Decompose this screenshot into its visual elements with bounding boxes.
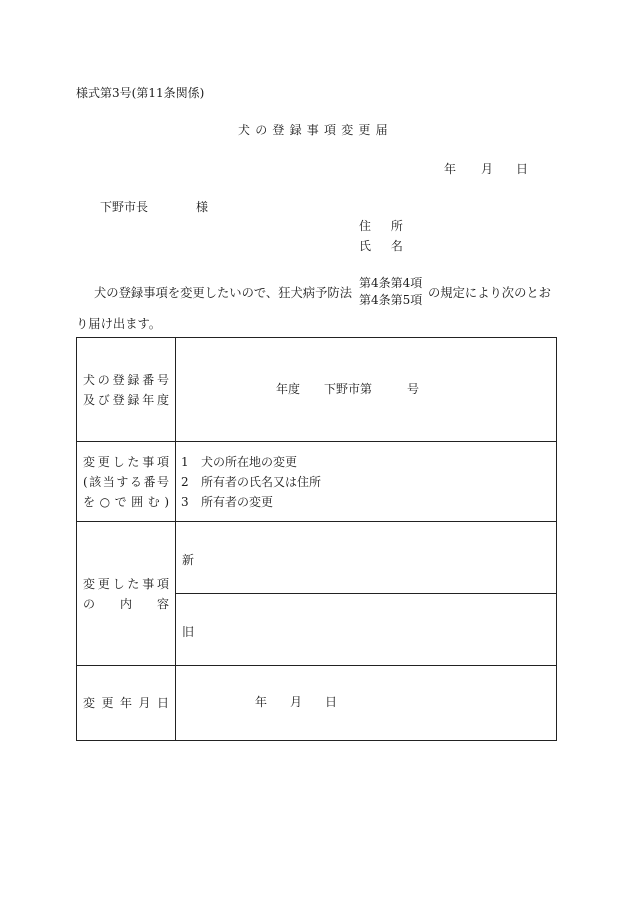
- form-table: [76, 337, 557, 741]
- address-label: 住 所: [359, 219, 411, 233]
- change-date-month: 月: [290, 695, 303, 709]
- addressee-name: 下野市長: [100, 200, 149, 214]
- change-details-old-field[interactable]: [176, 594, 557, 666]
- row-change-date: [77, 666, 557, 741]
- row-registration-number: [77, 338, 557, 442]
- body-text-line1: 犬の登録事項を変更したいので、狂犬病予防法: [94, 286, 352, 300]
- registration-number-suffix: 号: [407, 381, 420, 396]
- registration-number-label: 犬の登録番号 及び登録年度: [77, 338, 176, 442]
- changed-items-label: 変更した事項 (該当する番号 を○で囲む): [77, 442, 176, 522]
- article-option-a: 第4条第4項: [359, 276, 423, 290]
- submission-month-label: 月: [481, 162, 494, 176]
- change-option-location[interactable]: 1 犬の所在地の変更: [181, 454, 298, 469]
- submission-year-label: 年: [444, 162, 457, 176]
- old-label: 旧: [182, 625, 195, 639]
- article-option-b: 第4条第5項: [359, 293, 423, 307]
- form-title: 犬の登録事項変更届: [238, 123, 393, 137]
- change-details-label: 変更した事項 の 内 容: [77, 522, 176, 666]
- body-text-line2: り届け出ます。: [76, 317, 162, 331]
- new-label: 新: [182, 553, 195, 567]
- registration-city-prefix: 下野市第: [324, 381, 373, 396]
- row-changed-items: [77, 442, 557, 522]
- registration-year-label: 年度: [276, 381, 301, 396]
- change-details-new-field[interactable]: [176, 522, 557, 594]
- addressee: [100, 198, 209, 215]
- row-change-details-new: [77, 522, 557, 594]
- change-date-day: 日: [325, 695, 338, 709]
- change-option-owner[interactable]: 3 所有者の変更: [181, 494, 274, 509]
- change-date-field[interactable]: [176, 666, 557, 741]
- registration-number-field[interactable]: [176, 338, 557, 442]
- addressee-honorific: 様: [196, 200, 209, 214]
- changed-items-list: [176, 442, 557, 522]
- change-date-label: 変更年月日: [77, 666, 176, 741]
- change-option-owner-name-address[interactable]: 2 所有者の氏名又は住所: [181, 474, 322, 489]
- submission-day-label: 日: [516, 162, 529, 176]
- name-label: 氏 名: [359, 239, 411, 253]
- body-text-line1-suffix: の規定により次のとお: [428, 286, 551, 300]
- article-options: [359, 275, 422, 309]
- change-date-year: 年: [255, 695, 268, 709]
- form-number: 様式第3号(第11条関係): [76, 86, 205, 100]
